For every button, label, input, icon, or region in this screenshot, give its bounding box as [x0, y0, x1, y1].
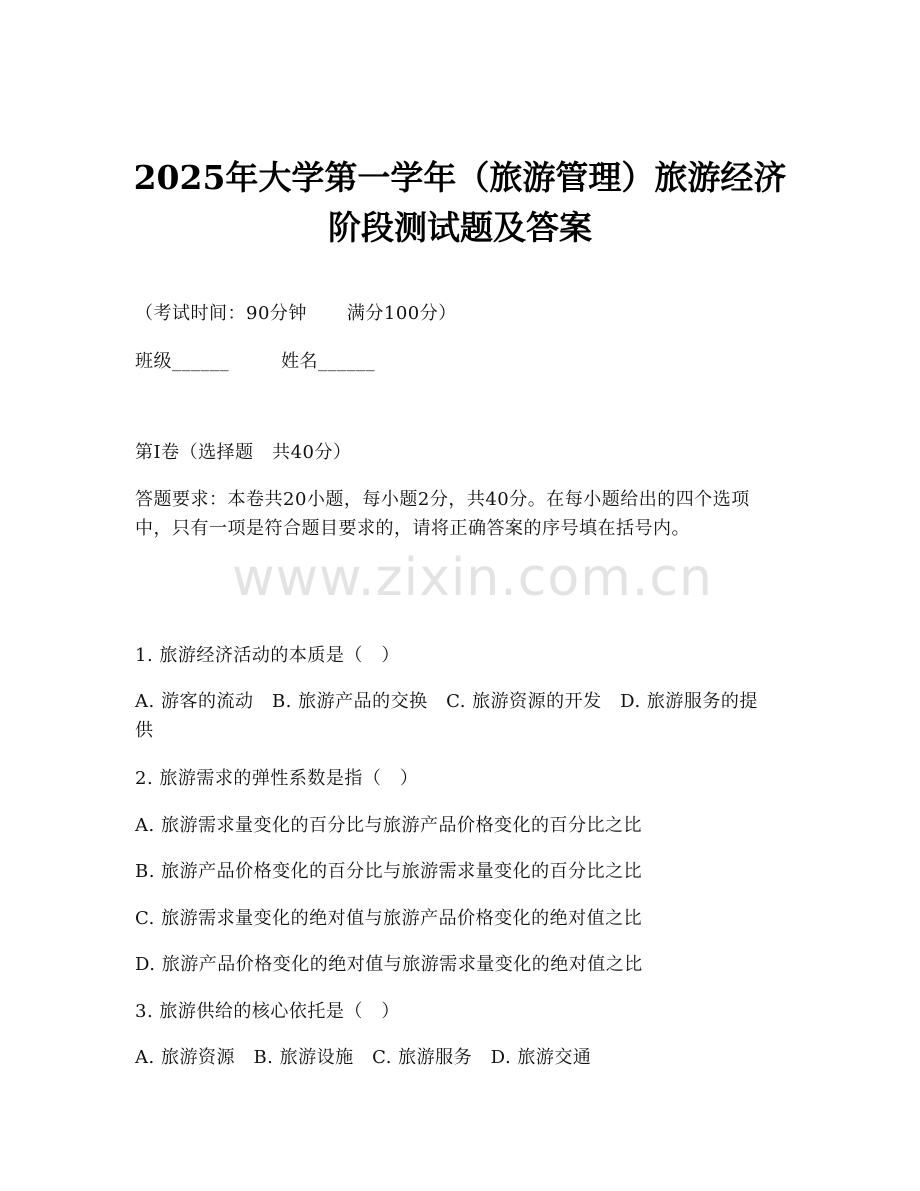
- instructions-paragraph: 答题要求：本卷共20小题，每小题2分，共40分。在每小题给出的四个选项中，只有一项是符合题目要求的，请将正确答案的序号填在括号内。: [135, 489, 750, 539]
- question-2-option-b: B. 旅游产品价格变化的百分比与旅游需求量变化的百分比之比: [135, 861, 643, 882]
- section-heading: 第I卷（选择题 共40分）: [135, 442, 352, 463]
- class-field-label: 班级______: [135, 351, 229, 372]
- exam-score: 满分100分）: [346, 303, 457, 324]
- question-3-stem: 3. 旅游供给的核心依托是（ ）: [135, 1001, 400, 1022]
- name-field-label: 姓名______: [281, 351, 375, 372]
- watermark-text: www.zixin.com.cn: [232, 548, 713, 608]
- question-2-option-a: A. 旅游需求量变化的百分比与旅游产品价格变化的百分比之比: [135, 815, 642, 836]
- question-3-options: A. 旅游资源 B. 旅游设施 C. 旅游服务 D. 旅游交通: [135, 1047, 592, 1068]
- question-1-stem: 1. 旅游经济活动的本质是（ ）: [135, 645, 400, 666]
- question-1-options: A. 游客的流动 B. 旅游产品的交换 C. 旅游资源的开发 D. 旅游服务的提供: [135, 691, 758, 741]
- question-2-stem: 2. 旅游需求的弹性系数是指（ ）: [135, 768, 419, 789]
- exam-info: [135, 303, 785, 325]
- document-title-line-1: 2025年大学第一学年（旅游管理）旅游经济: [133, 158, 787, 197]
- student-info: [135, 351, 785, 373]
- document-title-line-2: 阶段测试题及答案: [328, 208, 592, 247]
- question-2-option-c: C. 旅游需求量变化的绝对值与旅游产品价格变化的绝对值之比: [135, 908, 643, 929]
- question-2-option-d: D. 旅游产品价格变化的绝对值与旅游需求量变化的绝对值之比: [135, 954, 643, 975]
- exam-time: （考试时间：90分钟: [135, 303, 307, 324]
